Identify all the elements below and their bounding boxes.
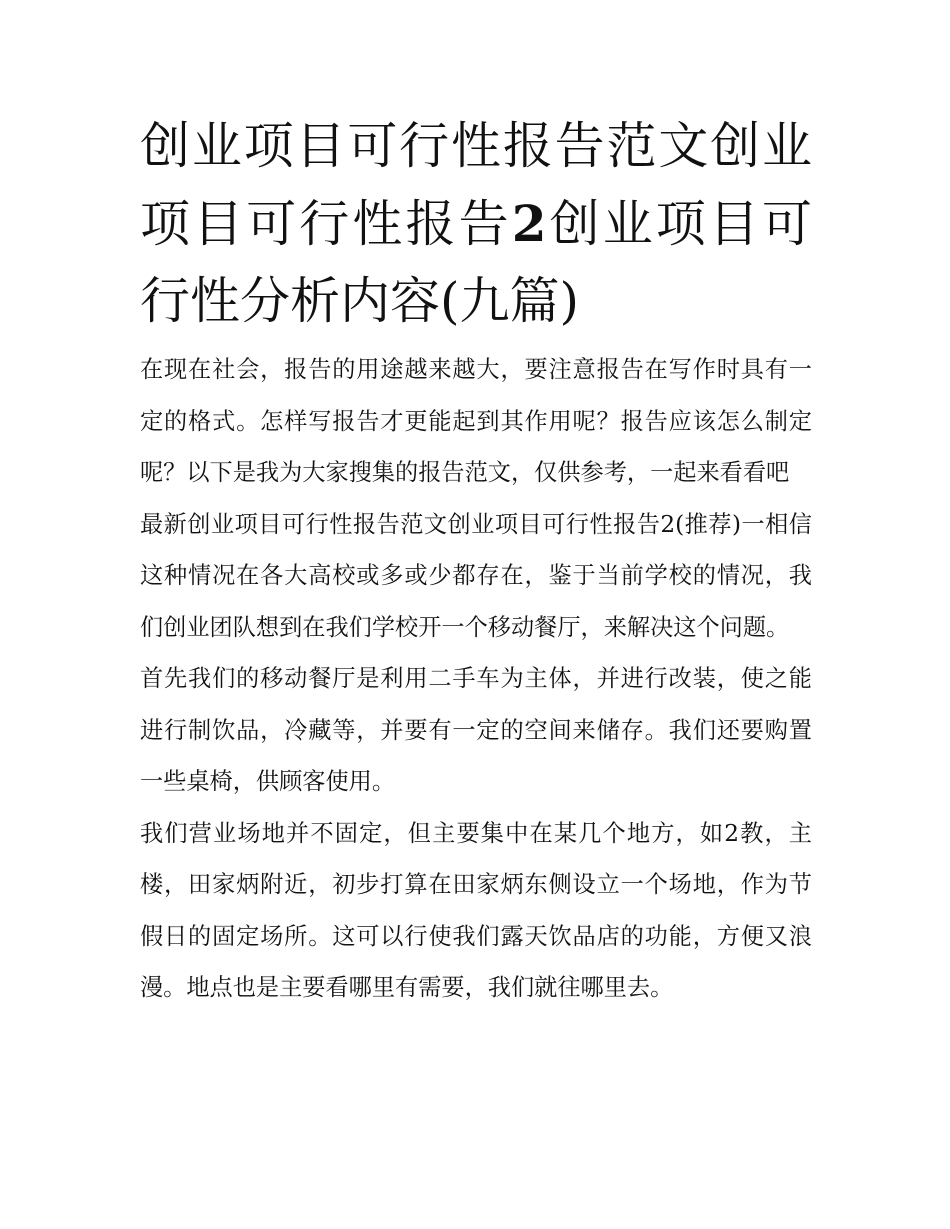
title-text-part1: 创业项目可行性报告范文创业项目可行性报告 — [140, 117, 812, 253]
title-text-part2: 创业项目可行性分析内容(九篇) — [140, 195, 813, 330]
document-body — [140, 344, 812, 1014]
paragraph-background: 最新创业项目可行性报告范文创业项目可行性报告2(推荐)一相信这种情况在各大高校或多或少都存在，鉴于当前学校的情况，我们创业团队想到在我们学校开一个移动餐厅，来解决这个问题。 — [140, 510, 812, 641]
document-title — [140, 108, 812, 340]
document-page — [140, 108, 812, 1014]
title-number: 2 — [511, 194, 547, 253]
paragraph-intro: 在现在社会，报告的用途越来越大，要注意报告在写作时具有一定的格式。怎样写报告才更能起到其作用呢？报告应该怎么制定呢？以下是我为大家搜集的报告范文，仅供参考，一起来看看吧 — [140, 356, 812, 486]
paragraph-mobile-restaurant: 首先我们的移动餐厅是利用二手车为主体，并进行改装，使之能进行制饮品，冷藏等，并要有一定的空间来储存。我们还要购置一些桌椅，供顾客使用。 — [140, 665, 812, 795]
paragraph-business-location: 我们营业场地并不固定，但主要集中在某几个地方，如2教，主楼，田家炳附近，初步打算在田家炳东侧设立一个场地，作为节假日的固定场所。这可以行使我们露天饮品店的功能，方便又浪漫。地点也是主要看哪里有需要，我们就往哪里去。 — [140, 819, 812, 1001]
